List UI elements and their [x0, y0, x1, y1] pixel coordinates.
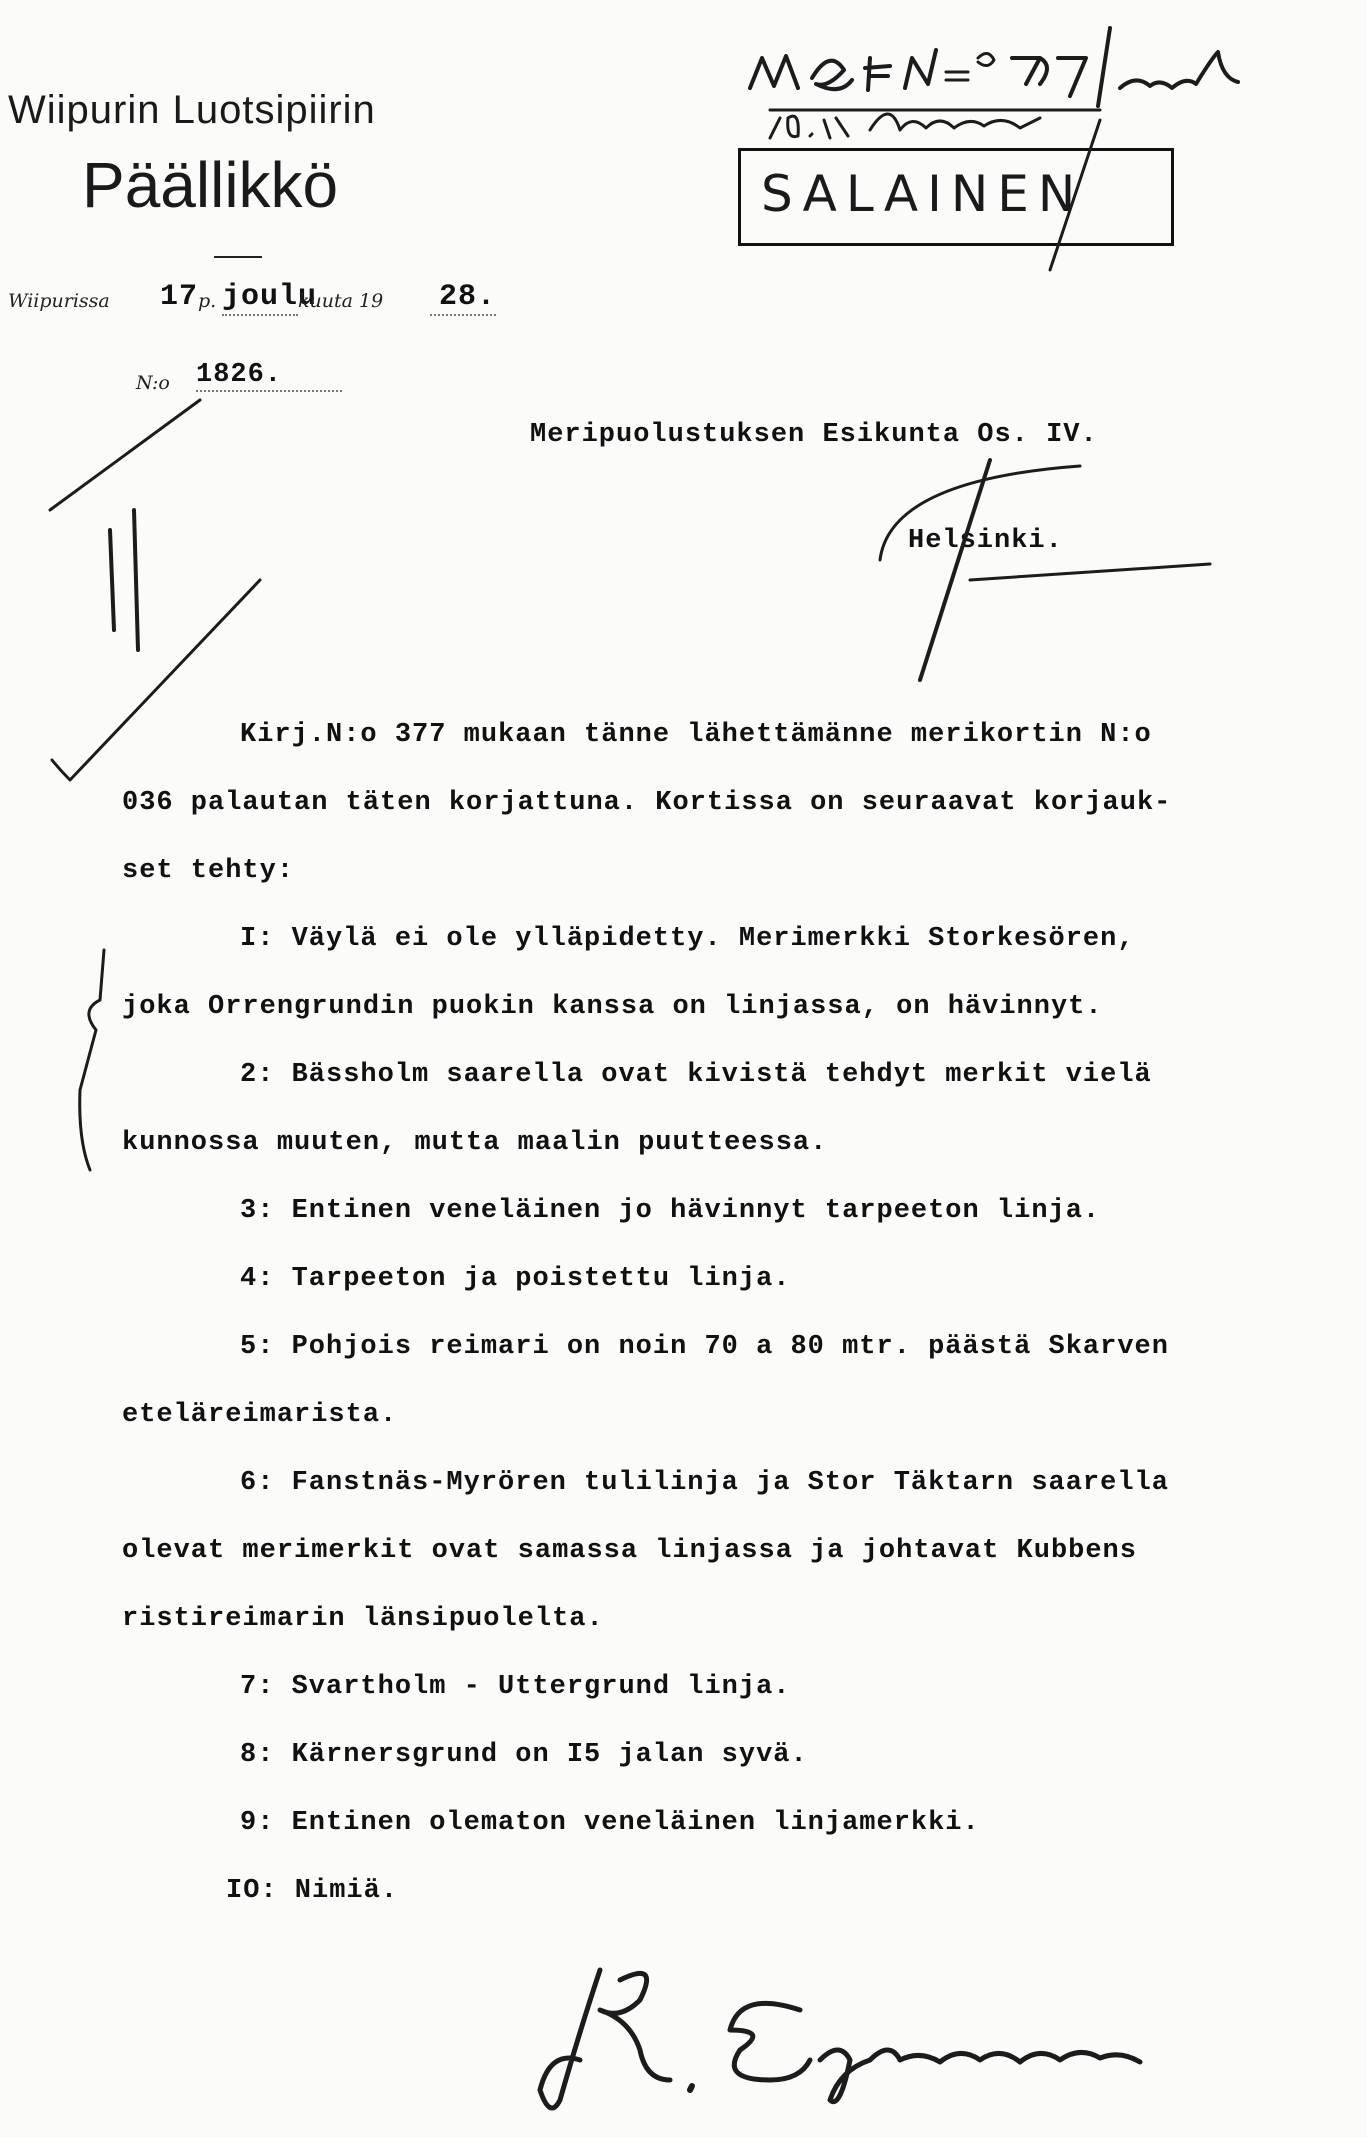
item-2-line-2: kunnossa muuten, mutta maalin puutteessa.: [122, 1128, 828, 1158]
item-8: 8: Kärnersgrund on I5 jalan syvä.: [240, 1740, 808, 1770]
document-number: 1826.: [196, 360, 342, 392]
recipient-line-2: Helsinki.: [908, 526, 1063, 556]
letterhead-organization: Wiipurin Luotsipiirin: [8, 88, 376, 132]
date-month: joulu: [222, 280, 318, 314]
item-5-line-1: 5: Pohjois reimari on noin 70 a 80 mtr. päästä Skarven: [240, 1332, 1169, 1362]
handwritten-check-mark: [870, 440, 1230, 700]
body-intro-line-2: 036 palautan täten korjattuna. Kortissa on seuraavat korjauk-: [122, 788, 1172, 818]
item-1-line-1: I: Väylä ei ole ylläpidetty. Merimerkki Storkesören,: [240, 924, 1135, 954]
number-label: N:o: [136, 372, 170, 394]
recipient-line-1: Meripuolustuksen Esikunta Os. IV.: [530, 420, 1098, 450]
item-9: 9: Entinen olematon veneläinen linjamerkki.: [240, 1808, 980, 1838]
date-year: 28.: [430, 280, 496, 316]
letterhead-title: Päällikkö: [82, 149, 339, 221]
date-month-suffix: kuuta 19: [298, 290, 384, 312]
item-6-line-2: olevat merimerkit ovat samassa linjassa ja johtavat Kubbens: [122, 1536, 1137, 1566]
item-1-line-2: joka Orrengrundin puokin kanssa on linjassa, on hävinnyt.: [122, 992, 1103, 1022]
item-4: 4: Tarpeeton ja poistettu linja.: [240, 1264, 791, 1294]
body-intro-line-1: Kirj.N:o 377 mukaan tänne lähettämänne merikortin N:o: [240, 720, 1152, 750]
item-6-line-1: 6: Fanstnäs-Myrören tulilinja ja Stor Täktarn saarella: [240, 1468, 1169, 1498]
date-day: 17: [160, 280, 199, 314]
secret-stamp: [738, 148, 1174, 246]
handwritten-reference-annotation: [740, 18, 1340, 148]
signature: [520, 1950, 1220, 2130]
margin-annotation-marks: [30, 360, 270, 800]
item-3: 3: Entinen veneläinen jo hävinnyt tarpeeton linja.: [240, 1196, 1101, 1226]
body-intro-line-3: set tehty:: [122, 856, 295, 886]
stamp-text: SALAINEN: [761, 165, 1085, 223]
letterhead-divider: [214, 256, 262, 258]
margin-bracket-mark: [60, 940, 120, 1180]
item-7: 7: Svartholm - Uttergrund linja.: [240, 1672, 791, 1702]
item-2-line-1: 2: Bässholm saarella ovat kivistä tehdyt merkit vielä: [240, 1060, 1152, 1090]
date-day-suffix: p.: [198, 290, 217, 312]
item-10: IO: Nimiä.: [226, 1876, 399, 1906]
item-6-line-3: ristireimarin länsipuolelta.: [122, 1604, 604, 1634]
item-5-line-2: eteläreimarista.: [122, 1400, 398, 1430]
place-label: Wiipurissa: [8, 290, 110, 312]
